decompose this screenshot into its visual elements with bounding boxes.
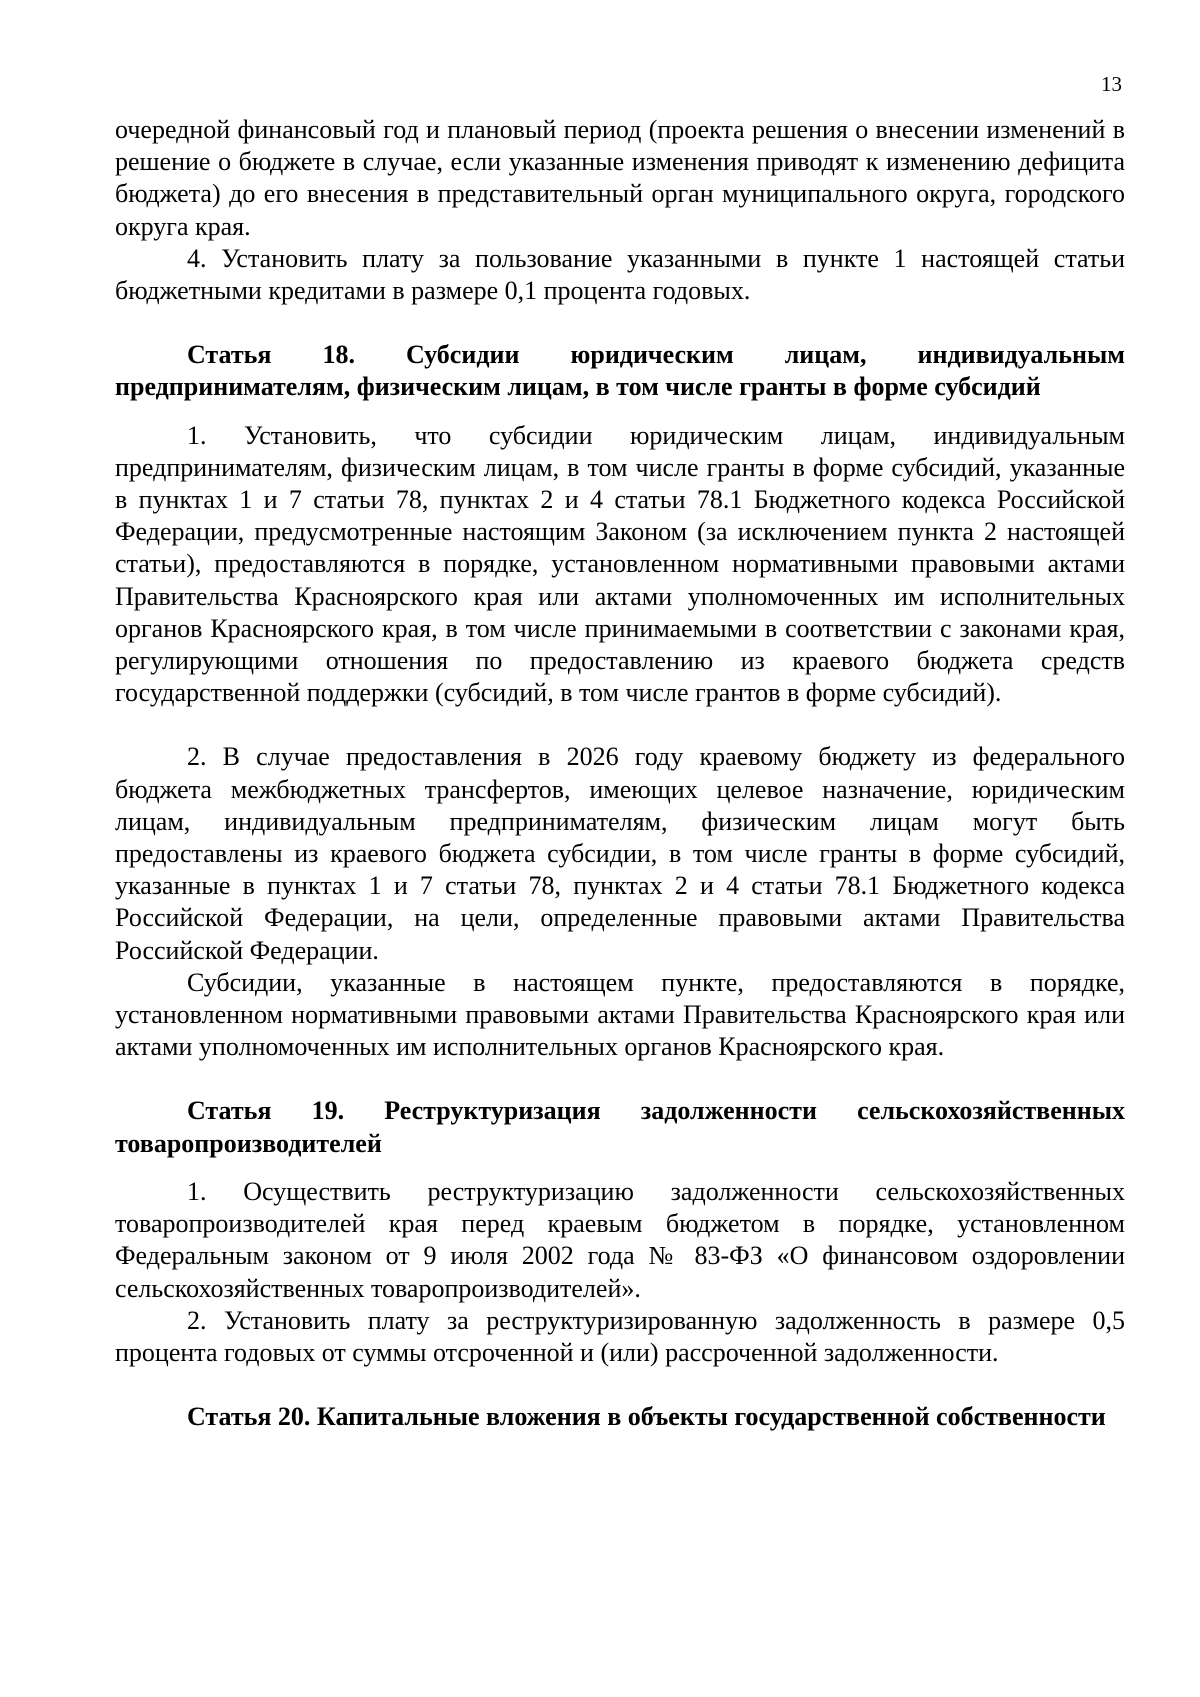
paragraph: 2. Установить плату за реструктуризированную задолженность в размере 0,5 процента годовых от суммы отсроченной и (или) рассроченной задолженности.	[115, 1305, 1125, 1367]
article-heading: Статья 19. Реструктуризация задолженности сельскохозяйственных товаропроизводителей	[115, 1096, 1125, 1158]
article-heading: Статья 20. Капитальные вложения в объекты государственной собственности	[187, 1402, 1106, 1432]
paragraph: очередной финансовый год и плановый период (проекта решения о внесении изменений в решение о бюджете в случае, если указанные изменения приводят к изменению дефицита бюджета) до его внесения в представительный орган муниципального округа, городского округа края.	[115, 115, 1125, 241]
paragraph: 4. Установить плату за пользование указанными в пункте 1 настоящей статьи бюджетными кредитами в размере 0,1 процента годовых.	[115, 243, 1125, 306]
paragraph: 1. Осуществить реструктуризацию задолженности сельскохозяйственных товаропроизводителей края перед краевым бюджетом в порядке, установленном Федеральным законом от 9 июля 2002 года № 83-ФЗ «О финансовом оздоровлении сельскохозяйственных товаропроизводителей».	[115, 1176, 1125, 1303]
paragraph: 1. Установить, что субсидии юридическим лицам, индивидуальным предпринимателям, физическим лицам, в том числе гранты в форме субсидий, указанные в пунктах 1 и 7 статьи 78, пунктах 2 и 4 статьи 78.1 Бюджетного кодекса Российской Федерации, предусмотренные настоящим Законом (за исключением пункта 2 настоящей статьи), предоставляются в порядке, установленном нормативными правовыми актами Правительства Красноярского края или актами уполномоченных им исполнительных органов Красноярского края, в том числе принимаемыми в соответствии с законами края, регулирующими отношения по предоставлению из краевого бюджета средств государственной поддержки (субсидий, в том числе грантов в форме субсидий).	[115, 420, 1125, 708]
document-body	[115, 114, 1125, 1433]
paragraph: Субсидии, указанные в настоящем пункте, предоставляются в порядке, установленном нормативными правовыми актами Правительства Красноярского края или актами уполномоченных им исполнительных органов Красноярского края.	[115, 967, 1125, 1062]
article-heading: Статья 18. Субсидии юридическим лицам, индивидуальным предпринимателям, физическим лицам, в том числе гранты в форме субсидий	[115, 340, 1125, 402]
page-number: 13	[1101, 72, 1122, 96]
paragraph: 2. В случае предоставления в 2026 году краевому бюджету из федерального бюджета межбюджетных трансфертов, имеющих целевое назначение, юридическим лицам, индивидуальным предпринимателям, физическим лицам могут быть предоставлены из краевого бюджета субсидии, в том числе гранты в форме субсидий, указанные в пунктах 1 и 7 статьи 78, пунктах 2 и 4 статьи 78.1 Бюджетного кодекса Российской Федерации, на цели, определенные правовыми актами Правительства Российской Федерации.	[115, 742, 1125, 965]
